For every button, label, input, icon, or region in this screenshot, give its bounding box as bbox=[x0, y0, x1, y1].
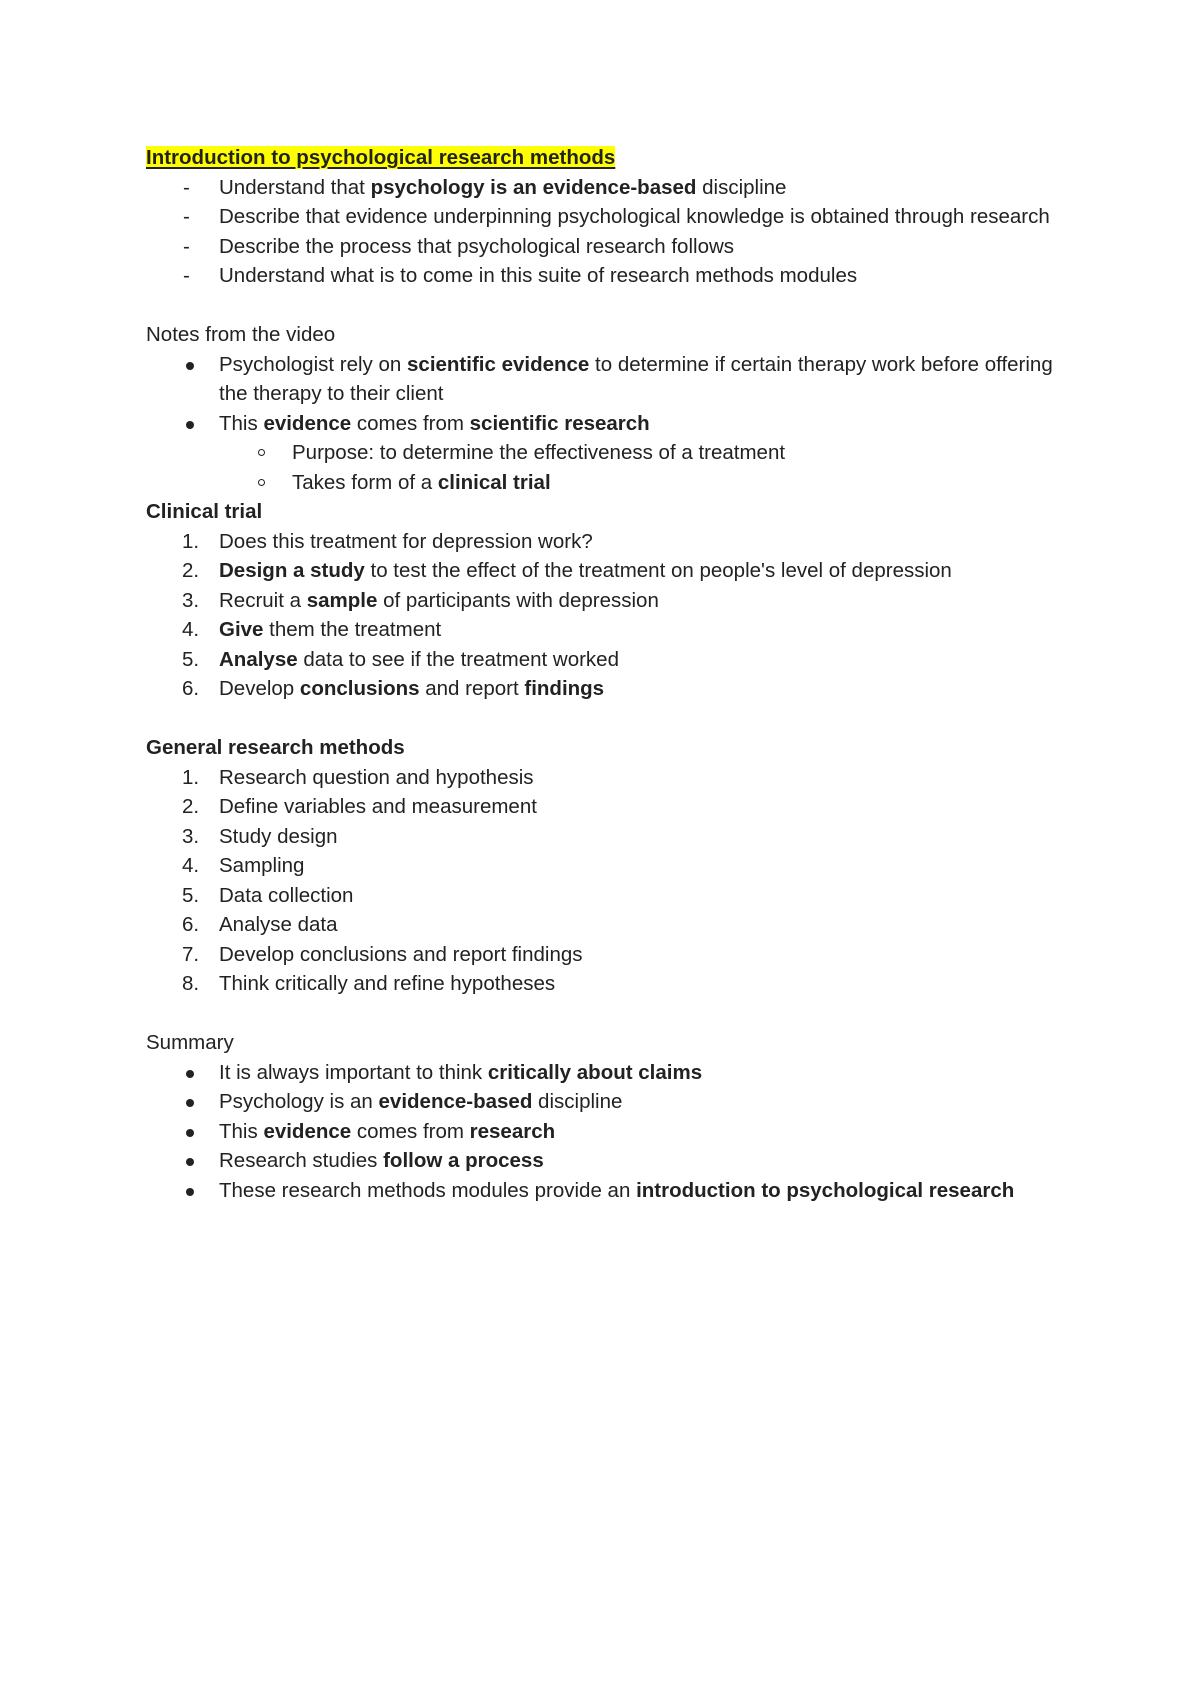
text-run: and report bbox=[419, 677, 525, 700]
item-text bbox=[219, 884, 353, 907]
bullet-icon bbox=[186, 1099, 194, 1107]
summary-list bbox=[146, 1058, 1076, 1206]
bold-text: scientific research bbox=[469, 411, 650, 435]
bold-text: clinical trial bbox=[437, 470, 551, 494]
item-text bbox=[219, 825, 338, 848]
item-text bbox=[219, 648, 619, 671]
text-run: of participants with depression bbox=[377, 588, 659, 612]
bullet-icon bbox=[186, 1129, 194, 1137]
list-item bbox=[146, 645, 1076, 675]
text-run: Research question and hypothesis bbox=[219, 765, 534, 789]
bold-text: critically about claims bbox=[487, 1060, 703, 1084]
list-item bbox=[146, 615, 1076, 645]
list-number: 4. bbox=[182, 618, 200, 641]
list-item bbox=[146, 969, 1076, 999]
list-item bbox=[146, 674, 1076, 704]
list-number: 1. bbox=[182, 765, 200, 789]
bullet-icon bbox=[186, 421, 194, 429]
text-run: Psychology is an bbox=[219, 1090, 379, 1113]
bullet-icon bbox=[186, 362, 194, 370]
spacer bbox=[146, 291, 1076, 321]
text-run: Does this treatment for depression work? bbox=[219, 529, 593, 553]
list-number: 4. bbox=[182, 854, 200, 877]
bullet-icon bbox=[186, 1158, 194, 1166]
item-text bbox=[219, 1061, 702, 1084]
item-text bbox=[219, 353, 1053, 406]
text-run: Describe the process that psychological research follows bbox=[219, 234, 735, 258]
text-run: Describe that evidence underpinning psychological knowledge is obtained through research bbox=[219, 205, 1050, 228]
notes-subitem bbox=[146, 438, 1076, 468]
bold-text: Give bbox=[219, 618, 264, 641]
text-run: to determine if certain therapy work before offering the therapy to their client bbox=[219, 352, 1053, 405]
text-run: discipline bbox=[532, 1090, 623, 1113]
item-text bbox=[219, 235, 734, 258]
text-run: Sampling bbox=[219, 854, 305, 877]
list-item bbox=[146, 527, 1076, 557]
bold-text: conclusions bbox=[299, 677, 420, 700]
text-run: These research methods modules provide an bbox=[219, 1178, 637, 1202]
item-text bbox=[292, 471, 551, 494]
item-text bbox=[219, 559, 952, 582]
bold-text: sample bbox=[306, 588, 378, 612]
bold-text: Design a study bbox=[219, 559, 365, 582]
list-item bbox=[146, 202, 1076, 232]
item-text bbox=[219, 854, 304, 877]
list-number: 1. bbox=[182, 529, 200, 553]
dash-marker: - bbox=[183, 264, 190, 287]
notes-heading: Notes from the video bbox=[146, 323, 336, 346]
bold-text: follow a process bbox=[383, 1149, 544, 1172]
text-run: comes from bbox=[351, 1119, 470, 1143]
text-run: Data collection bbox=[219, 883, 354, 907]
item-text bbox=[219, 176, 786, 199]
bullet-icon bbox=[186, 1188, 194, 1196]
dash-marker: - bbox=[183, 175, 190, 199]
text-run: Develop bbox=[219, 677, 300, 700]
text-run: them the treatment bbox=[263, 618, 442, 641]
bold-text: evidence bbox=[263, 1119, 352, 1143]
item-text bbox=[219, 1179, 1014, 1202]
list-item bbox=[146, 1058, 1076, 1088]
list-item bbox=[146, 792, 1076, 822]
item-text bbox=[219, 1120, 555, 1143]
notes-item bbox=[146, 409, 1076, 439]
text-run: Define variables and measurement bbox=[219, 795, 537, 818]
list-item bbox=[146, 586, 1076, 616]
text-run: data to see if the treatment worked bbox=[297, 647, 619, 671]
list-item bbox=[146, 881, 1076, 911]
document-title bbox=[146, 143, 1076, 173]
item-text bbox=[219, 264, 857, 287]
item-text bbox=[219, 795, 537, 818]
list-item bbox=[146, 910, 1076, 940]
hollow-bullet-icon bbox=[258, 449, 265, 456]
text-run: Research studies bbox=[219, 1149, 384, 1172]
text-run: Recruit a bbox=[219, 588, 307, 612]
text-run: Understand what is to come in this suite of research methods modules bbox=[219, 264, 858, 287]
text-run: This bbox=[219, 1119, 264, 1143]
list-number: 2. bbox=[182, 559, 200, 582]
notes-list bbox=[146, 350, 1076, 498]
document-title-text: Introduction to psychological research methods bbox=[146, 146, 616, 169]
item-text bbox=[219, 530, 593, 553]
spacer bbox=[146, 704, 1076, 734]
list-number: 3. bbox=[182, 824, 200, 848]
notes-item bbox=[146, 350, 1076, 409]
item-text bbox=[219, 412, 650, 435]
bold-text: research bbox=[469, 1119, 556, 1143]
item-text bbox=[219, 618, 441, 641]
bold-text: evidence-based bbox=[378, 1090, 533, 1113]
bold-text: evidence bbox=[263, 411, 352, 435]
list-number: 3. bbox=[182, 588, 200, 612]
text-run: Study design bbox=[219, 824, 338, 848]
text-run: It is always important to think bbox=[219, 1060, 488, 1084]
summary-heading: Summary bbox=[146, 1031, 234, 1054]
list-item bbox=[146, 763, 1076, 793]
item-text bbox=[219, 1090, 622, 1113]
list-item bbox=[146, 940, 1076, 970]
text-run: This bbox=[219, 411, 264, 435]
item-text bbox=[219, 589, 659, 612]
item-text bbox=[219, 972, 555, 995]
list-number: 5. bbox=[182, 647, 200, 671]
list-number: 5. bbox=[182, 883, 200, 907]
list-number: 6. bbox=[182, 677, 200, 700]
list-item bbox=[146, 232, 1076, 262]
document-page bbox=[146, 143, 1076, 1205]
text-run: to test the effect of the treatment on people's level of depression bbox=[364, 559, 952, 582]
text-run: comes from bbox=[351, 411, 470, 435]
text-run: Develop conclusions and report findings bbox=[219, 942, 583, 966]
text-run: Understand that bbox=[219, 175, 371, 199]
list-number: 7. bbox=[182, 942, 200, 966]
item-text bbox=[219, 1149, 544, 1172]
item-text bbox=[219, 205, 1050, 228]
item-text bbox=[292, 441, 785, 464]
clinical-trial-heading: Clinical trial bbox=[146, 500, 263, 523]
bold-text: introduction to psychological research bbox=[636, 1178, 1015, 1202]
dash-marker: - bbox=[183, 234, 190, 258]
bullet-icon bbox=[186, 1070, 194, 1078]
list-item bbox=[146, 556, 1076, 586]
text-run: discipline bbox=[696, 175, 787, 199]
list-item bbox=[146, 1176, 1076, 1206]
item-text bbox=[219, 766, 534, 789]
list-item bbox=[146, 822, 1076, 852]
list-item bbox=[146, 1087, 1076, 1117]
list-number: 2. bbox=[182, 795, 200, 818]
text-run: Psychologist rely on bbox=[219, 352, 408, 376]
text-run: Purpose: to determine the effectiveness of a treatment bbox=[292, 441, 786, 464]
bold-text: Analyse bbox=[219, 647, 298, 671]
list-number: 6. bbox=[182, 913, 200, 936]
list-item bbox=[146, 261, 1076, 291]
list-item bbox=[146, 1146, 1076, 1176]
general-methods-heading: General research methods bbox=[146, 736, 405, 759]
text-run: Analyse data bbox=[219, 913, 338, 936]
bold-text: scientific evidence bbox=[407, 352, 590, 376]
text-run: Think critically and refine hypotheses bbox=[219, 972, 556, 995]
text-run: Takes form of a bbox=[292, 470, 438, 494]
list-item bbox=[146, 851, 1076, 881]
item-text bbox=[219, 943, 583, 966]
general-methods-list bbox=[146, 763, 1076, 999]
notes-subitem bbox=[146, 468, 1076, 498]
dash-marker: - bbox=[183, 205, 190, 228]
bold-text: findings bbox=[524, 677, 605, 700]
clinical-trial-list bbox=[146, 527, 1076, 704]
item-text bbox=[219, 913, 338, 936]
list-item bbox=[146, 1117, 1076, 1147]
hollow-bullet-icon bbox=[258, 479, 265, 486]
list-item bbox=[146, 173, 1076, 203]
item-text bbox=[219, 677, 604, 700]
spacer bbox=[146, 999, 1076, 1029]
objectives-list bbox=[146, 173, 1076, 291]
list-number: 8. bbox=[182, 972, 200, 995]
bold-text: psychology is an evidence-based bbox=[370, 175, 697, 199]
